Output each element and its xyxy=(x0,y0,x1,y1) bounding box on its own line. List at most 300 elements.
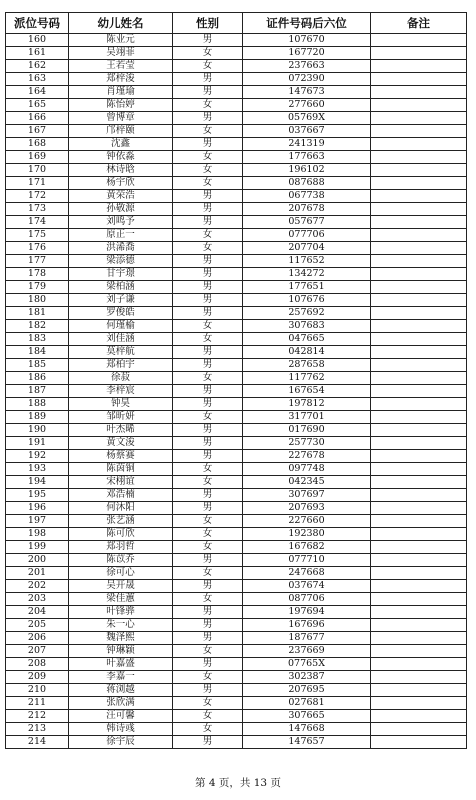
cell-id-last-six: 207678 xyxy=(243,203,371,216)
cell-gender: 男 xyxy=(173,268,243,281)
cell-seat-number: 210 xyxy=(6,684,69,697)
cell-id-last-six: 167682 xyxy=(243,541,371,554)
table-row xyxy=(6,60,467,73)
cell-remarks xyxy=(371,684,467,697)
cell-id-last-six: 037667 xyxy=(243,125,371,138)
cell-remarks xyxy=(371,229,467,242)
cell-id-last-six: 017690 xyxy=(243,424,371,437)
cell-id-last-six: 257730 xyxy=(243,437,371,450)
cell-child-name: 黄文浚 xyxy=(69,437,173,450)
cell-child-name: 刘鸣予 xyxy=(69,216,173,229)
cell-child-name: 杨蔡赛 xyxy=(69,450,173,463)
cell-id-last-six: 147673 xyxy=(243,86,371,99)
table-row xyxy=(6,398,467,411)
table-row xyxy=(6,216,467,229)
cell-child-name: 钟昊 xyxy=(69,398,173,411)
table-row xyxy=(6,385,467,398)
table-row xyxy=(6,502,467,515)
table-row xyxy=(6,554,467,567)
cell-id-last-six: 057677 xyxy=(243,216,371,229)
cell-gender: 男 xyxy=(173,606,243,619)
cell-child-name: 肖瑾瑜 xyxy=(69,86,173,99)
cell-gender: 女 xyxy=(173,60,243,73)
cell-seat-number: 171 xyxy=(6,177,69,190)
cell-id-last-six: 277660 xyxy=(243,99,371,112)
cell-seat-number: 193 xyxy=(6,463,69,476)
cell-id-last-six: 317701 xyxy=(243,411,371,424)
cell-gender: 男 xyxy=(173,281,243,294)
cell-gender: 男 xyxy=(173,632,243,645)
cell-remarks xyxy=(371,281,467,294)
cell-child-name: 林诗晗 xyxy=(69,164,173,177)
cell-remarks xyxy=(371,34,467,47)
cell-gender: 女 xyxy=(173,125,243,138)
cell-id-last-six: 117762 xyxy=(243,372,371,385)
cell-gender: 女 xyxy=(173,710,243,723)
cell-seat-number: 177 xyxy=(6,255,69,268)
cell-id-last-six: 257692 xyxy=(243,307,371,320)
table-row xyxy=(6,177,467,190)
cell-child-name: 郑柏宇 xyxy=(69,359,173,372)
cell-id-last-six: 207704 xyxy=(243,242,371,255)
cell-child-name: 魏泽熙 xyxy=(69,632,173,645)
cell-gender: 女 xyxy=(173,697,243,710)
cell-id-last-six: 077710 xyxy=(243,554,371,567)
cell-seat-number: 161 xyxy=(6,47,69,60)
cell-seat-number: 206 xyxy=(6,632,69,645)
cell-remarks xyxy=(371,489,467,502)
cell-remarks xyxy=(371,502,467,515)
cell-remarks xyxy=(371,554,467,567)
cell-id-last-six: 302387 xyxy=(243,671,371,684)
cell-child-name: 黄荣浩 xyxy=(69,190,173,203)
cell-child-name: 陈业元 xyxy=(69,34,173,47)
table-row xyxy=(6,723,467,736)
table-row xyxy=(6,411,467,424)
cell-seat-number: 209 xyxy=(6,671,69,684)
cell-id-last-six: 167696 xyxy=(243,619,371,632)
cell-id-last-six: 147657 xyxy=(243,736,371,749)
cell-remarks xyxy=(371,333,467,346)
cell-id-last-six: 307683 xyxy=(243,320,371,333)
table-row xyxy=(6,463,467,476)
cell-child-name: 徐宇辰 xyxy=(69,736,173,749)
cell-id-last-six: 237669 xyxy=(243,645,371,658)
cell-id-last-six: 227660 xyxy=(243,515,371,528)
cell-gender: 女 xyxy=(173,723,243,736)
table-row xyxy=(6,619,467,632)
cell-gender: 女 xyxy=(173,164,243,177)
cell-id-last-six: 042345 xyxy=(243,476,371,489)
cell-remarks xyxy=(371,125,467,138)
cell-gender: 女 xyxy=(173,177,243,190)
cell-child-name: 郑羽哲 xyxy=(69,541,173,554)
cell-child-name: 汪可馨 xyxy=(69,710,173,723)
cell-seat-number: 192 xyxy=(6,450,69,463)
cell-remarks xyxy=(371,593,467,606)
cell-seat-number: 194 xyxy=(6,476,69,489)
cell-remarks xyxy=(371,710,467,723)
cell-id-last-six: 287658 xyxy=(243,359,371,372)
cell-child-name: 梁添德 xyxy=(69,255,173,268)
cell-seat-number: 188 xyxy=(6,398,69,411)
table-row xyxy=(6,242,467,255)
cell-child-name: 张欣满 xyxy=(69,697,173,710)
cell-id-last-six: 307665 xyxy=(243,710,371,723)
table-row xyxy=(6,580,467,593)
cell-seat-number: 189 xyxy=(6,411,69,424)
cell-child-name: 梁柏涵 xyxy=(69,281,173,294)
table-row xyxy=(6,515,467,528)
cell-seat-number: 164 xyxy=(6,86,69,99)
cell-child-name: 叶嘉盛 xyxy=(69,658,173,671)
cell-child-name: 张艺涵 xyxy=(69,515,173,528)
cell-gender: 女 xyxy=(173,229,243,242)
cell-seat-number: 190 xyxy=(6,424,69,437)
cell-gender: 男 xyxy=(173,346,243,359)
cell-seat-number: 202 xyxy=(6,580,69,593)
table-row xyxy=(6,359,467,372)
cell-remarks xyxy=(371,138,467,151)
cell-remarks xyxy=(371,411,467,424)
table-row xyxy=(6,333,467,346)
cell-child-name: 李嘉一 xyxy=(69,671,173,684)
cell-remarks xyxy=(371,294,467,307)
cell-remarks xyxy=(371,177,467,190)
cell-remarks xyxy=(371,372,467,385)
cell-id-last-six: 067738 xyxy=(243,190,371,203)
cell-gender: 女 xyxy=(173,99,243,112)
header-seat-number: 派位号码 xyxy=(6,13,69,34)
table-row xyxy=(6,593,467,606)
cell-gender: 女 xyxy=(173,47,243,60)
cell-child-name: 梁佳蕙 xyxy=(69,593,173,606)
cell-seat-number: 213 xyxy=(6,723,69,736)
cell-child-name: 陈茵铜 xyxy=(69,463,173,476)
cell-id-last-six: 177651 xyxy=(243,281,371,294)
cell-child-name: 刘佳涵 xyxy=(69,333,173,346)
table-row xyxy=(6,294,467,307)
cell-seat-number: 173 xyxy=(6,203,69,216)
cell-seat-number: 211 xyxy=(6,697,69,710)
cell-remarks xyxy=(371,99,467,112)
header-child-name: 幼儿姓名 xyxy=(69,13,173,34)
table-row xyxy=(6,229,467,242)
cell-child-name: 邝梓颐 xyxy=(69,125,173,138)
cell-child-name: 何沐阳 xyxy=(69,502,173,515)
cell-id-last-six: 167720 xyxy=(243,47,371,60)
cell-child-name: 陈苡乔 xyxy=(69,554,173,567)
cell-child-name: 李梓宸 xyxy=(69,385,173,398)
cell-child-name: 徐菽 xyxy=(69,372,173,385)
cell-gender: 女 xyxy=(173,333,243,346)
cell-seat-number: 179 xyxy=(6,281,69,294)
cell-seat-number: 172 xyxy=(6,190,69,203)
cell-remarks xyxy=(371,736,467,749)
cell-remarks xyxy=(371,619,467,632)
cell-id-last-six: 107670 xyxy=(243,34,371,47)
cell-child-name: 吴翊菲 xyxy=(69,47,173,60)
cell-seat-number: 212 xyxy=(6,710,69,723)
cell-child-name: 甘宇璟 xyxy=(69,268,173,281)
cell-gender: 男 xyxy=(173,398,243,411)
cell-remarks xyxy=(371,450,467,463)
cell-remarks xyxy=(371,437,467,450)
cell-gender: 女 xyxy=(173,528,243,541)
table-row xyxy=(6,203,467,216)
roster-sheet xyxy=(5,12,467,749)
cell-seat-number: 214 xyxy=(6,736,69,749)
table-row xyxy=(6,606,467,619)
cell-id-last-six: 227678 xyxy=(243,450,371,463)
cell-remarks xyxy=(371,567,467,580)
table-row xyxy=(6,255,467,268)
header-remarks: 备注 xyxy=(371,13,467,34)
table-row xyxy=(6,99,467,112)
cell-gender: 女 xyxy=(173,411,243,424)
table-row xyxy=(6,476,467,489)
cell-remarks xyxy=(371,242,467,255)
cell-seat-number: 207 xyxy=(6,645,69,658)
cell-seat-number: 199 xyxy=(6,541,69,554)
cell-remarks xyxy=(371,203,467,216)
cell-seat-number: 167 xyxy=(6,125,69,138)
cell-remarks xyxy=(371,385,467,398)
cell-gender: 女 xyxy=(173,593,243,606)
cell-id-last-six: 117652 xyxy=(243,255,371,268)
cell-id-last-six: 097748 xyxy=(243,463,371,476)
cell-seat-number: 201 xyxy=(6,567,69,580)
table-row xyxy=(6,307,467,320)
cell-id-last-six: 027681 xyxy=(243,697,371,710)
cell-seat-number: 200 xyxy=(6,554,69,567)
cell-seat-number: 178 xyxy=(6,268,69,281)
cell-id-last-six: 192380 xyxy=(243,528,371,541)
cell-gender: 男 xyxy=(173,437,243,450)
header-gender: 性别 xyxy=(173,13,243,34)
cell-gender: 女 xyxy=(173,515,243,528)
cell-child-name: 陈怡婷 xyxy=(69,99,173,112)
cell-seat-number: 196 xyxy=(6,502,69,515)
cell-gender: 男 xyxy=(173,294,243,307)
cell-seat-number: 162 xyxy=(6,60,69,73)
cell-remarks xyxy=(371,645,467,658)
cell-gender: 男 xyxy=(173,255,243,268)
cell-seat-number: 203 xyxy=(6,593,69,606)
cell-id-last-six: 037674 xyxy=(243,580,371,593)
cell-gender: 女 xyxy=(173,671,243,684)
cell-id-last-six: 087688 xyxy=(243,177,371,190)
cell-remarks xyxy=(371,164,467,177)
table-row xyxy=(6,671,467,684)
cell-gender: 男 xyxy=(173,86,243,99)
cell-remarks xyxy=(371,463,467,476)
cell-child-name: 蒋浏越 xyxy=(69,684,173,697)
cell-remarks xyxy=(371,515,467,528)
cell-seat-number: 198 xyxy=(6,528,69,541)
cell-remarks xyxy=(371,86,467,99)
cell-remarks xyxy=(371,359,467,372)
cell-remarks xyxy=(371,307,467,320)
cell-id-last-six: 042814 xyxy=(243,346,371,359)
cell-seat-number: 160 xyxy=(6,34,69,47)
table-row xyxy=(6,684,467,697)
cell-child-name: 刘子谦 xyxy=(69,294,173,307)
cell-seat-number: 205 xyxy=(6,619,69,632)
table-row xyxy=(6,125,467,138)
cell-child-name: 陈可欣 xyxy=(69,528,173,541)
table-body xyxy=(6,34,467,749)
cell-id-last-six: 197694 xyxy=(243,606,371,619)
cell-child-name: 原正一 xyxy=(69,229,173,242)
cell-id-last-six: 147668 xyxy=(243,723,371,736)
cell-child-name: 郑梓浚 xyxy=(69,73,173,86)
cell-id-last-six: 237663 xyxy=(243,60,371,73)
cell-child-name: 邹昕妍 xyxy=(69,411,173,424)
cell-gender: 女 xyxy=(173,476,243,489)
cell-child-name: 朱一心 xyxy=(69,619,173,632)
table-row xyxy=(6,320,467,333)
cell-id-last-six: 167654 xyxy=(243,385,371,398)
cell-seat-number: 170 xyxy=(6,164,69,177)
cell-id-last-six: 187677 xyxy=(243,632,371,645)
table-row xyxy=(6,489,467,502)
table-row xyxy=(6,164,467,177)
cell-seat-number: 163 xyxy=(6,73,69,86)
cell-seat-number: 180 xyxy=(6,294,69,307)
cell-seat-number: 208 xyxy=(6,658,69,671)
cell-seat-number: 185 xyxy=(6,359,69,372)
cell-child-name: 莫梓航 xyxy=(69,346,173,359)
cell-remarks xyxy=(371,580,467,593)
cell-gender: 女 xyxy=(173,151,243,164)
cell-gender: 男 xyxy=(173,502,243,515)
table-row xyxy=(6,112,467,125)
cell-child-name: 叶杰晞 xyxy=(69,424,173,437)
cell-remarks xyxy=(371,476,467,489)
cell-seat-number: 187 xyxy=(6,385,69,398)
cell-child-name: 洪浠喬 xyxy=(69,242,173,255)
cell-remarks xyxy=(371,632,467,645)
cell-gender: 女 xyxy=(173,372,243,385)
allocation-table xyxy=(5,12,467,749)
cell-seat-number: 183 xyxy=(6,333,69,346)
cell-child-name: 韩诗彧 xyxy=(69,723,173,736)
cell-remarks xyxy=(371,541,467,554)
cell-gender: 男 xyxy=(173,359,243,372)
cell-seat-number: 182 xyxy=(6,320,69,333)
cell-remarks xyxy=(371,60,467,73)
cell-seat-number: 191 xyxy=(6,437,69,450)
table-row xyxy=(6,372,467,385)
cell-seat-number: 165 xyxy=(6,99,69,112)
cell-remarks xyxy=(371,190,467,203)
cell-gender: 男 xyxy=(173,203,243,216)
cell-gender: 男 xyxy=(173,684,243,697)
cell-gender: 女 xyxy=(173,242,243,255)
cell-child-name: 罗俊皓 xyxy=(69,307,173,320)
cell-gender: 男 xyxy=(173,424,243,437)
cell-id-last-six: 134272 xyxy=(243,268,371,281)
table-row xyxy=(6,697,467,710)
cell-gender: 男 xyxy=(173,112,243,125)
cell-remarks xyxy=(371,268,467,281)
cell-child-name: 钟依淼 xyxy=(69,151,173,164)
table-row xyxy=(6,645,467,658)
cell-remarks xyxy=(371,671,467,684)
cell-gender: 女 xyxy=(173,463,243,476)
cell-gender: 男 xyxy=(173,554,243,567)
cell-gender: 男 xyxy=(173,385,243,398)
cell-remarks xyxy=(371,606,467,619)
cell-id-last-six: 177663 xyxy=(243,151,371,164)
cell-remarks xyxy=(371,320,467,333)
cell-child-name: 孙敬源 xyxy=(69,203,173,216)
cell-remarks xyxy=(371,697,467,710)
table-row xyxy=(6,528,467,541)
cell-id-last-six: 196102 xyxy=(243,164,371,177)
header-id-last-six: 证件号码后六位 xyxy=(243,13,371,34)
cell-gender: 男 xyxy=(173,450,243,463)
cell-child-name: 杨宇欣 xyxy=(69,177,173,190)
cell-id-last-six: 107676 xyxy=(243,294,371,307)
cell-child-name: 沈鑫 xyxy=(69,138,173,151)
cell-seat-number: 169 xyxy=(6,151,69,164)
cell-gender: 女 xyxy=(173,320,243,333)
cell-remarks xyxy=(371,528,467,541)
cell-seat-number: 166 xyxy=(6,112,69,125)
cell-gender: 男 xyxy=(173,658,243,671)
cell-child-name: 何瑾榆 xyxy=(69,320,173,333)
cell-seat-number: 204 xyxy=(6,606,69,619)
table-row xyxy=(6,736,467,749)
table-row xyxy=(6,138,467,151)
cell-seat-number: 174 xyxy=(6,216,69,229)
cell-gender: 男 xyxy=(173,138,243,151)
cell-child-name: 宋栩谊 xyxy=(69,476,173,489)
cell-gender: 男 xyxy=(173,190,243,203)
cell-seat-number: 195 xyxy=(6,489,69,502)
cell-gender: 男 xyxy=(173,216,243,229)
cell-gender: 女 xyxy=(173,567,243,580)
table-row xyxy=(6,632,467,645)
table-row xyxy=(6,34,467,47)
cell-id-last-six: 047665 xyxy=(243,333,371,346)
table-row xyxy=(6,47,467,60)
cell-remarks xyxy=(371,216,467,229)
cell-child-name: 吴开晟 xyxy=(69,580,173,593)
cell-remarks xyxy=(371,424,467,437)
cell-gender: 女 xyxy=(173,645,243,658)
cell-id-last-six: 207693 xyxy=(243,502,371,515)
table-row xyxy=(6,658,467,671)
table-row xyxy=(6,346,467,359)
table-row xyxy=(6,541,467,554)
cell-id-last-six: 07765X xyxy=(243,658,371,671)
cell-seat-number: 197 xyxy=(6,515,69,528)
cell-child-name: 邓浩楠 xyxy=(69,489,173,502)
cell-child-name: 王若莹 xyxy=(69,60,173,73)
header-row xyxy=(6,13,467,34)
cell-id-last-six: 087706 xyxy=(243,593,371,606)
cell-remarks xyxy=(371,723,467,736)
cell-remarks xyxy=(371,346,467,359)
cell-remarks xyxy=(371,112,467,125)
table-row xyxy=(6,281,467,294)
cell-remarks xyxy=(371,398,467,411)
cell-seat-number: 176 xyxy=(6,242,69,255)
table-row xyxy=(6,437,467,450)
